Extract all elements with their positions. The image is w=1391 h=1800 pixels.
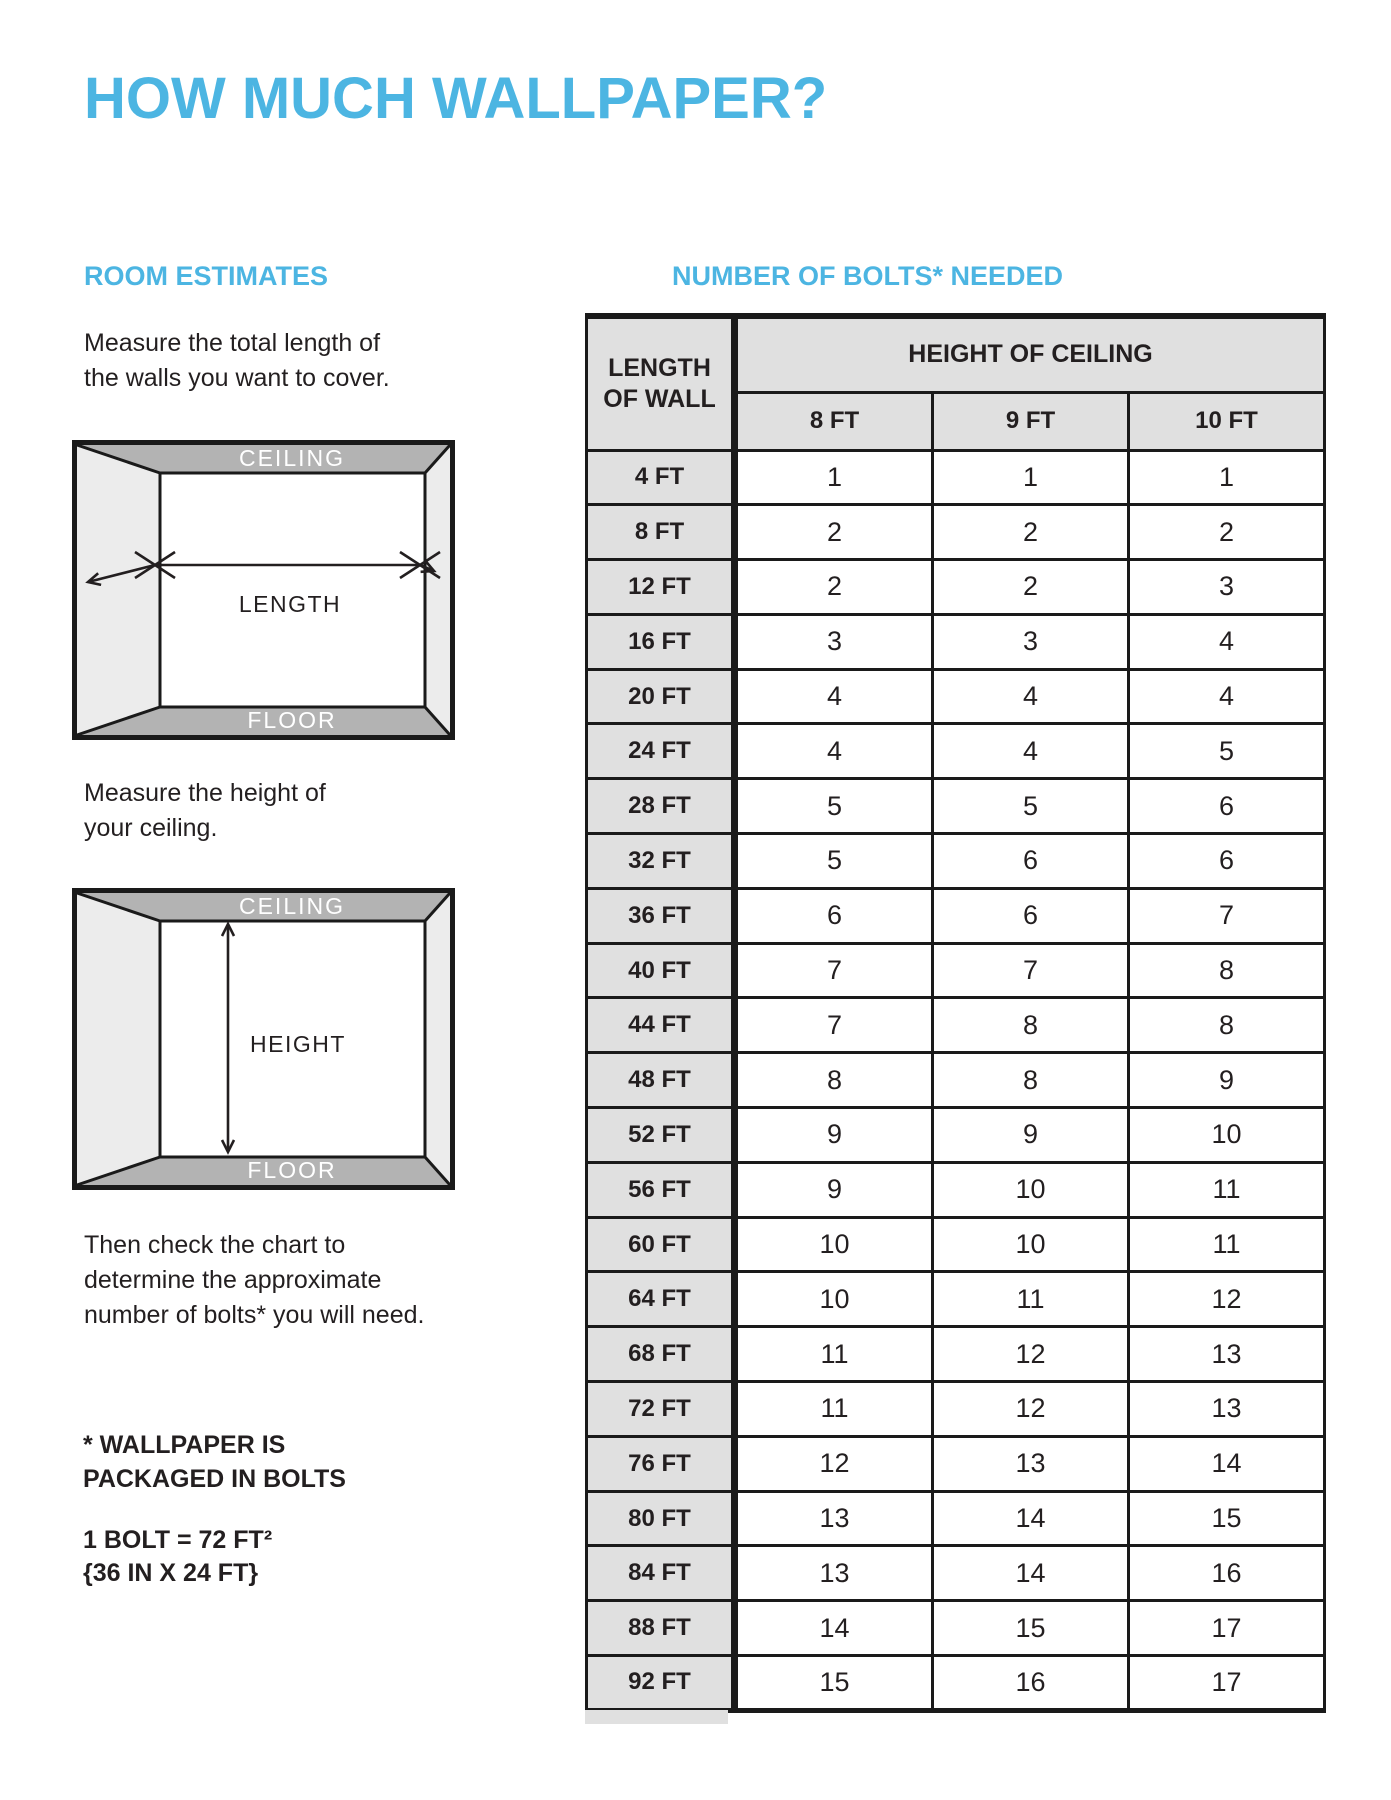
bolts-value-cell: 6: [735, 888, 933, 943]
bolts-value-cell: 9: [735, 1108, 933, 1163]
table-row: [587, 669, 1325, 724]
bolts-value-cell: 10: [735, 1272, 933, 1327]
table-header-row-1: [587, 316, 1325, 392]
length-of-wall-header-line2: OF WALL: [603, 384, 716, 413]
bolts-value-cell: 1: [1129, 450, 1325, 505]
bolts-value-cell: 9: [933, 1108, 1129, 1163]
bolts-value-cell: 8: [1129, 998, 1325, 1053]
bolts-table-heading: NUMBER OF BOLTS* NEEDED: [671, 261, 1063, 291]
height-label: HEIGHT: [250, 1031, 346, 1057]
bolts-value-cell: 4: [933, 724, 1129, 779]
room-length-diagram: [72, 440, 455, 740]
room-height-diagram-drawing: [72, 888, 455, 1190]
room-estimates-heading: ROOM ESTIMATES: [84, 261, 329, 291]
bolts-value-cell: 12: [933, 1327, 1129, 1382]
footnote-line1: * WALLPAPER IS: [83, 1431, 286, 1459]
length-of-wall-header: [587, 316, 735, 450]
bolts-value-cell: 2: [735, 505, 933, 560]
step1-line2: the walls you want to cover.: [84, 364, 390, 392]
floor-label: FLOOR: [247, 1157, 337, 1183]
bolts-value-cell: 2: [1129, 505, 1325, 560]
room-height-diagram: [72, 888, 455, 1190]
bolts-value-cell: 4: [933, 669, 1129, 724]
step1-line1: Measure the total length of: [84, 329, 381, 357]
bolts-value-cell: 14: [735, 1601, 933, 1656]
bolts-value-cell: 4: [735, 724, 933, 779]
bolts-value-cell: 6: [1129, 834, 1325, 889]
table-row: [587, 943, 1325, 998]
ceiling-8ft-header: 8 FT: [735, 392, 933, 450]
bolts-value-cell: 5: [735, 779, 933, 834]
step2-line2: your ceiling.: [84, 814, 218, 842]
bolts-value-cell: 13: [933, 1436, 1129, 1491]
bolts-value-cell: 2: [933, 560, 1129, 615]
table-row: [587, 834, 1325, 889]
table-row: [587, 724, 1325, 779]
bolts-value-cell: 3: [735, 614, 933, 669]
wall-length-cell: 48 FT: [587, 1053, 735, 1108]
bolts-value-cell: 10: [1129, 1108, 1325, 1163]
bolts-value-cell: 16: [1129, 1546, 1325, 1601]
bolts-value-cell: 6: [933, 888, 1129, 943]
table-row: [587, 1217, 1325, 1272]
bolts-value-cell: 7: [1129, 888, 1325, 943]
table-row: [587, 1656, 1325, 1711]
bolts-value-cell: 3: [1129, 560, 1325, 615]
table-row: [587, 1491, 1325, 1546]
table-row: [587, 998, 1325, 1053]
table-row: [587, 1601, 1325, 1656]
wall-length-cell: 64 FT: [587, 1272, 735, 1327]
ceiling-label: CEILING: [238, 893, 346, 919]
bolts-value-cell: 1: [735, 450, 933, 505]
wall-length-cell: 32 FT: [587, 834, 735, 889]
wall-length-cell: 44 FT: [587, 998, 735, 1053]
table-row: [587, 1546, 1325, 1601]
wall-length-cell: 24 FT: [587, 724, 735, 779]
bolts-value-cell: 6: [1129, 779, 1325, 834]
table-row: [587, 450, 1325, 505]
bolts-value-cell: 10: [735, 1217, 933, 1272]
bolts-value-cell: 8: [933, 1053, 1129, 1108]
bolts-value-cell: 12: [933, 1382, 1129, 1437]
step3-line1: Then check the chart to: [84, 1231, 346, 1259]
wall-length-cell: 36 FT: [587, 888, 735, 943]
bolts-value-cell: 13: [1129, 1382, 1325, 1437]
bolts-value-cell: 11: [933, 1272, 1129, 1327]
bolts-value-cell: 12: [735, 1436, 933, 1491]
bolts-value-cell: 13: [735, 1546, 933, 1601]
wall-length-cell: 80 FT: [587, 1491, 735, 1546]
bolts-value-cell: 5: [1129, 724, 1325, 779]
bolts-value-cell: 15: [933, 1601, 1129, 1656]
wall-length-cell: 40 FT: [587, 943, 735, 998]
step3-instructions: [84, 1228, 424, 1333]
bolts-value-cell: 2: [933, 505, 1129, 560]
bolts-value-cell: 15: [1129, 1491, 1325, 1546]
step3-line3: number of bolts* you will need.: [84, 1301, 425, 1329]
bolts-value-cell: 11: [1129, 1162, 1325, 1217]
bolts-value-cell: 8: [1129, 943, 1325, 998]
wall-length-cell: 52 FT: [587, 1108, 735, 1163]
table-row: [587, 1053, 1325, 1108]
table-row: [587, 1382, 1325, 1437]
wall-length-cell: 20 FT: [587, 669, 735, 724]
room-length-diagram-drawing: [72, 440, 455, 740]
bolts-value-cell: 5: [735, 834, 933, 889]
wall-length-cell: 8 FT: [587, 505, 735, 560]
bolts-value-cell: 3: [933, 614, 1129, 669]
bolts-value-cell: 9: [1129, 1053, 1325, 1108]
bolts-value-cell: 8: [933, 998, 1129, 1053]
table-row: [587, 505, 1325, 560]
bolts-value-cell: 17: [1129, 1601, 1325, 1656]
table-row: [587, 1272, 1325, 1327]
wall-length-cell: 12 FT: [587, 560, 735, 615]
table-row: [587, 560, 1325, 615]
bolts-value-cell: 14: [933, 1491, 1129, 1546]
length-label: LENGTH: [238, 591, 342, 617]
bolt-definition-line2: {36 IN X 24 FT}: [83, 1559, 259, 1587]
bolts-table-body: [587, 450, 1325, 1710]
length-of-wall-header-line1: LENGTH: [608, 353, 711, 382]
bolts-value-cell: 4: [1129, 614, 1325, 669]
step2-instructions: [84, 776, 326, 846]
table-row: [587, 1436, 1325, 1491]
step3-line2: determine the approximate: [84, 1266, 382, 1294]
wall-length-cell: 16 FT: [587, 614, 735, 669]
table-row: [587, 614, 1325, 669]
bolts-value-cell: 10: [933, 1162, 1129, 1217]
ceiling-label: CEILING: [238, 445, 346, 471]
bolts-value-cell: 15: [735, 1656, 933, 1711]
bolts-value-cell: 11: [1129, 1217, 1325, 1272]
step2-line1: Measure the height of: [84, 779, 326, 807]
wall-length-cell: 88 FT: [587, 1601, 735, 1656]
bolt-definition-line1: 1 BOLT = 72 FT²: [83, 1526, 273, 1554]
table-row: [587, 1327, 1325, 1382]
bolts-value-cell: 5: [933, 779, 1129, 834]
bolts-value-cell: 13: [735, 1491, 933, 1546]
height-of-ceiling-header: HEIGHT OF CEILING: [735, 316, 1325, 392]
bolts-value-cell: 4: [1129, 669, 1325, 724]
bolts-needed-table: [585, 313, 1326, 1713]
table-row: [587, 1162, 1325, 1217]
wall-length-cell: 56 FT: [587, 1162, 735, 1217]
table-row: [587, 888, 1325, 943]
floor-label: FLOOR: [247, 707, 337, 733]
bolts-value-cell: 12: [1129, 1272, 1325, 1327]
table-bottom-tab: [585, 1710, 728, 1724]
table-row: [587, 779, 1325, 834]
bolts-value-cell: 2: [735, 560, 933, 615]
bolts-value-cell: 1: [933, 450, 1129, 505]
bolts-value-cell: 11: [735, 1327, 933, 1382]
bolts-value-cell: 4: [735, 669, 933, 724]
wallpaper-bolts-footnote: [83, 1428, 346, 1496]
wall-length-cell: 76 FT: [587, 1436, 735, 1491]
bolts-value-cell: 10: [933, 1217, 1129, 1272]
wall-length-cell: 92 FT: [587, 1656, 735, 1711]
bolts-value-cell: 13: [1129, 1327, 1325, 1382]
wall-length-cell: 84 FT: [587, 1546, 735, 1601]
step1-instructions: [84, 326, 390, 396]
bolts-value-cell: 17: [1129, 1656, 1325, 1711]
bolts-value-cell: 16: [933, 1656, 1129, 1711]
bolts-value-cell: 7: [735, 943, 933, 998]
bolts-value-cell: 7: [735, 998, 933, 1053]
bolts-value-cell: 7: [933, 943, 1129, 998]
wall-length-cell: 72 FT: [587, 1382, 735, 1437]
bolts-value-cell: 11: [735, 1382, 933, 1437]
bolts-value-cell: 14: [1129, 1436, 1325, 1491]
wall-length-cell: 68 FT: [587, 1327, 735, 1382]
wall-length-cell: 60 FT: [587, 1217, 735, 1272]
footnote-line2: PACKAGED IN BOLTS: [83, 1465, 346, 1493]
table-row: [587, 1108, 1325, 1163]
bolts-value-cell: 6: [933, 834, 1129, 889]
wall-length-cell: 28 FT: [587, 779, 735, 834]
bolts-value-cell: 9: [735, 1162, 933, 1217]
page-title: HOW MUCH WALLPAPER?: [84, 66, 828, 131]
bolt-definition: [83, 1524, 272, 1590]
ceiling-9ft-header: 9 FT: [933, 392, 1129, 450]
bolts-value-cell: 14: [933, 1546, 1129, 1601]
wall-length-cell: 4 FT: [587, 450, 735, 505]
ceiling-10ft-header: 10 FT: [1129, 392, 1325, 450]
bolts-value-cell: 8: [735, 1053, 933, 1108]
